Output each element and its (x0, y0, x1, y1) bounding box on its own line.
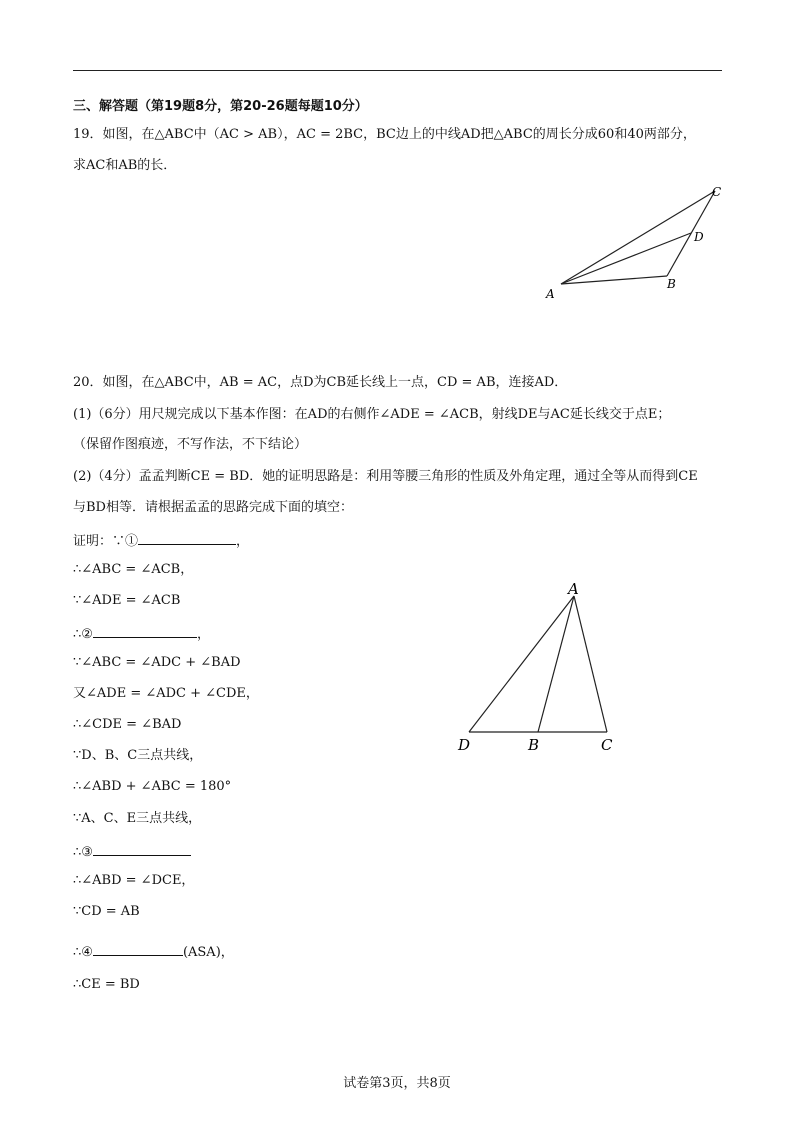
fill-blank-4[interactable] (93, 941, 183, 956)
proof-step-2: ∴② (73, 627, 93, 642)
proof-line-15: ∴CE = BD (73, 977, 140, 992)
proof-line-2: ∴∠ABC = ∠ACB， (73, 562, 194, 577)
q20-label-d: D (458, 736, 471, 754)
q20-label-b: B (528, 736, 540, 754)
header-rule (73, 70, 722, 71)
q20-part1-line1: (1)（6分）用尺规完成以下基本作图：在AD的右侧作∠ADE = ∠ACB，射线DE与AC延长线交于点E； (73, 407, 671, 422)
q19-label-d: D (694, 230, 704, 244)
q20-segment-ac (574, 596, 607, 732)
proof-line-5: ∵∠ABC = ∠ADC + ∠BAD (73, 655, 241, 670)
q20-part1-line2: （保留作图痕迹，不写作法，不下结论） (73, 437, 308, 452)
page-footer: 试卷第3页，共8页 (343, 1076, 451, 1091)
proof-suffix-2: ， (196, 627, 210, 642)
proof-step-4: ∴④ (73, 945, 93, 960)
q19-triangle-figure (540, 180, 730, 300)
proof-line-11 (73, 841, 191, 862)
section-title: 三、解答题（第19题8分，第20-26题每题10分） (73, 99, 368, 114)
q19-side-ac (561, 191, 715, 284)
q20-label-c: C (601, 736, 613, 754)
proof-line-14 (73, 941, 234, 962)
proof-line-9: ∴∠ABD + ∠ABC = 180° (73, 779, 232, 794)
fill-blank-2[interactable] (93, 623, 197, 638)
q19-text-line1: 19．如图，在△ABC中（AC > AB），AC = 2BC，BC边上的中线AD把△ABC的周长分成60和40两部分， (73, 127, 696, 142)
proof-step-1: 证明：∵① (73, 534, 139, 549)
q20-intro: 20．如图，在△ABC中，AB = AC，点D为CB延长线上一点，CD = AB，连接AD． (73, 375, 568, 390)
proof-suffix-4: (ASA)， (182, 945, 234, 960)
q20-label-a: A (568, 580, 579, 598)
q19-label-b: B (667, 277, 676, 291)
proof-line-13: ∵CD = AB (73, 904, 140, 919)
q20-part2-line2: 与BD相等．请根据孟孟的思路完成下面的填空： (73, 500, 353, 515)
proof-line-1 (73, 530, 249, 551)
q20-triangle-figure (450, 575, 630, 760)
proof-line-3: ∵∠ADE = ∠ACB (73, 593, 181, 608)
q20-segment-ab (538, 596, 574, 732)
proof-line-8: ∵D、B、C三点共线， (73, 748, 203, 763)
proof-step-3: ∴③ (73, 845, 93, 860)
proof-suffix-1: ， (236, 534, 250, 549)
proof-line-6: 又∠ADE = ∠ADC + ∠CDE， (73, 686, 259, 701)
proof-line-4 (73, 623, 210, 644)
q20-part2-line1: (2)（4分）孟孟判断CE = BD．她的证明思路是：利用等腰三角形的性质及外角定理，通过全等从而得到CE (73, 469, 698, 484)
proof-line-7: ∴∠CDE = ∠BAD (73, 717, 182, 732)
fill-blank-1[interactable] (138, 530, 236, 545)
q19-label-c: C (712, 185, 722, 199)
proof-line-10: ∵A、C、E三点共线， (73, 811, 202, 826)
proof-line-12: ∴∠ABD = ∠DCE， (73, 873, 195, 888)
fill-blank-3[interactable] (93, 841, 191, 856)
q20-segment-ad (469, 596, 574, 732)
q19-label-a: A (546, 287, 555, 300)
q19-text-line2: 求AC和AB的长． (73, 158, 177, 173)
